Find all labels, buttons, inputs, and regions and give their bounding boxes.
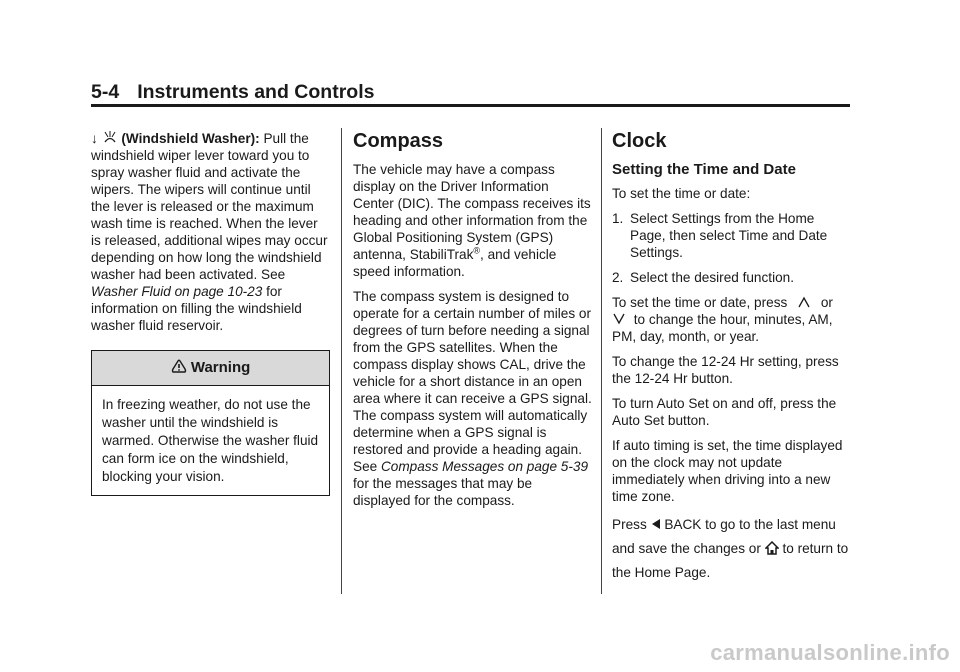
clock-text: To set the time or date, press bbox=[612, 295, 788, 310]
warning-text: In freezing weather, do not use the washer until the windshield is warmed. Otherwise the washer fluid can form ice on the windshield, blocking your vision. bbox=[102, 397, 319, 484]
chevron-up-icon bbox=[797, 296, 811, 308]
washer-text-end: for information on filling the windshield washer fluid reservoir. bbox=[91, 284, 302, 333]
warning-title: Warning bbox=[190, 359, 251, 376]
warning-header bbox=[92, 351, 329, 386]
compass-text-end: , and vehicle speed information. bbox=[353, 247, 557, 279]
washer-paragraph bbox=[91, 130, 331, 334]
clock-back-text-end: to return to the Home Page. bbox=[612, 541, 849, 580]
clock-intro: To set the time or date: bbox=[612, 186, 751, 201]
washer-text: Pull the windshield wiper lever toward you to spray washer fluid and activate the wipers. The wipers will continue until the lever is released or the maximum wash time is reached. When the lever is released, additional wipes may occur depending on how long the windshield washer had been activated. See bbox=[91, 131, 328, 282]
washer-spray-icon bbox=[102, 130, 118, 144]
compass-text-2-end: for the messages that may be displayed for the compass. bbox=[353, 476, 533, 508]
column-divider bbox=[341, 128, 342, 594]
step-number: 2. bbox=[612, 270, 624, 285]
clock-autoset-paragraph: To turn Auto Set on and off, press the Auto Set button. bbox=[612, 396, 837, 428]
step-text: Select Settings from the Home Page, then select Time and Date Settings. bbox=[630, 211, 828, 260]
clock-subheading: Setting the Time and Date bbox=[612, 161, 796, 178]
step-number: 1. bbox=[612, 211, 624, 226]
clock-back-paragraph bbox=[612, 513, 852, 585]
compass-paragraph-1 bbox=[353, 161, 593, 280]
clock-timing-paragraph: If auto timing is set, the time displayed on the clock may not update immediately when driving into a new time zone. bbox=[612, 438, 843, 504]
clock-heading: Clock bbox=[612, 130, 667, 152]
compass-messages-link[interactable]: Compass Messages on page 5-39 bbox=[380, 459, 589, 474]
column-washer bbox=[91, 130, 331, 496]
warning-icon bbox=[171, 358, 187, 374]
clock-text-end: to change the hour, minutes, AM, PM, day, month, or year. bbox=[612, 312, 833, 344]
clock-1224-paragraph: To change the 12-24 Hr setting, press the 12-24 Hr button. bbox=[612, 354, 839, 386]
chevron-down-icon bbox=[612, 313, 626, 325]
column-compass bbox=[353, 130, 593, 517]
section-number: 5-4 bbox=[91, 81, 120, 103]
list-item bbox=[612, 210, 852, 261]
compass-heading: Compass bbox=[353, 130, 444, 152]
list-item bbox=[612, 269, 852, 286]
section-title: Instruments and Controls bbox=[137, 81, 375, 103]
page-header bbox=[91, 81, 374, 104]
home-icon bbox=[765, 541, 779, 555]
compass-paragraph-2 bbox=[353, 288, 593, 509]
washer-fluid-link[interactable]: Washer Fluid on page 10-23 bbox=[91, 284, 263, 299]
registered-mark: ® bbox=[473, 245, 481, 256]
clock-text-or: or bbox=[820, 295, 833, 310]
washer-label: (Windshield Washer): bbox=[121, 131, 260, 146]
column-divider bbox=[601, 128, 602, 594]
column-clock bbox=[612, 130, 852, 593]
arrow-down-icon: ↓ bbox=[91, 131, 98, 146]
watermark: carmanualsonline.info bbox=[710, 640, 950, 665]
clock-set-paragraph bbox=[612, 294, 852, 345]
compass-text-2: The compass system is designed to operate for a certain number of miles or degrees of turn before needing a signal from the GPS satellites. When the compass display shows CAL, drive the vehicle for a short distance in an open area where it can receive a GPS signal. The compass system will automatically determine when a GPS signal is restored and provide a heading again. See bbox=[353, 289, 592, 474]
compass-text: The vehicle may have a compass display on the Driver Information Center (DIC). The compass receives its heading and other information from the Global Positioning System (GPS) antenna, StabiliTrak bbox=[353, 162, 591, 262]
step-text: Select the desired function. bbox=[630, 270, 794, 285]
clock-back-text-mid: BACK to go to the last menu and save the changes or bbox=[612, 517, 836, 556]
header-rule bbox=[91, 104, 850, 107]
back-arrow-icon bbox=[651, 518, 661, 530]
clock-back-text: Press bbox=[612, 517, 647, 532]
warning-box bbox=[91, 350, 330, 496]
